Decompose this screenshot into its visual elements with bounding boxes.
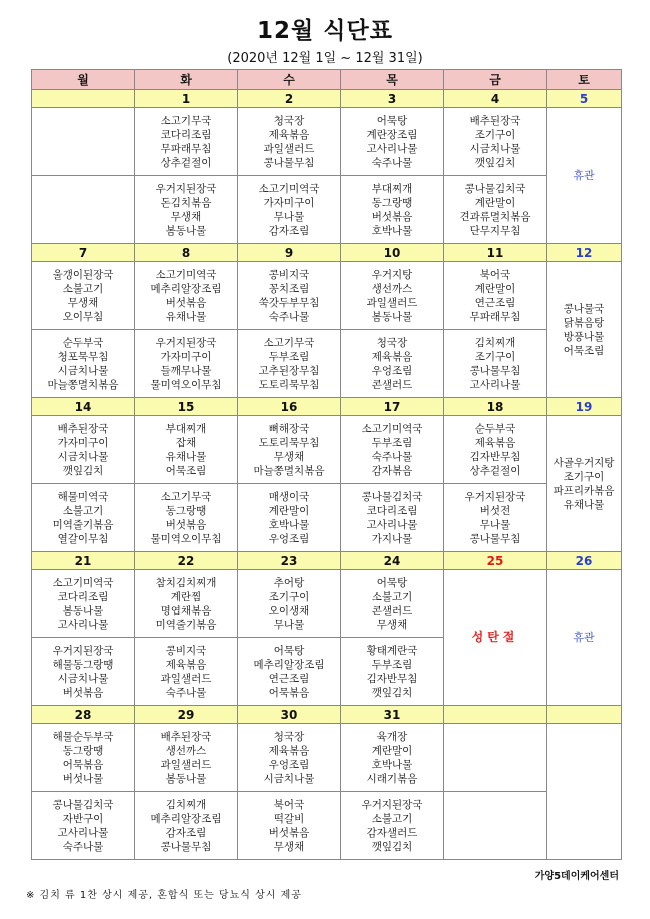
menu-item: 봄동나물: [165, 772, 207, 785]
menu-cell: [444, 724, 547, 792]
date-cell: 11: [444, 244, 547, 262]
menu-item: 우엉조림: [268, 758, 310, 771]
menu-item: 무생채: [67, 296, 99, 309]
menu-cell: [341, 638, 444, 706]
menu-item: 콩나물김치국: [52, 798, 114, 811]
date-cell: 25: [444, 552, 547, 570]
menu-item: 우거지된장국: [464, 490, 526, 503]
saturday-cell: [547, 416, 622, 552]
date-cell: 15: [135, 398, 238, 416]
menu-item: 무생채: [376, 618, 408, 631]
date-cell: 9: [238, 244, 341, 262]
date-cell: 22: [135, 552, 238, 570]
menu-item: 어묵볶음: [268, 686, 310, 699]
saturday-item: 방풍나물: [563, 330, 605, 343]
menu-item: 콩나물무침: [263, 156, 315, 169]
menu-item: 깻잎김치: [371, 686, 413, 699]
menu-item: 두부조림: [371, 436, 413, 449]
date-cell: 1: [135, 90, 238, 108]
menu-cell: [32, 792, 135, 860]
lunch-row: [32, 262, 622, 330]
menu-item: 고사리나물: [57, 618, 109, 631]
menu-item: 배추된장국: [160, 730, 212, 743]
menu-item: 생선까스: [371, 282, 413, 295]
menu-cell: [238, 484, 341, 552]
menu-item: 버섯볶음: [268, 826, 310, 839]
menu-item: 미역줄기볶음: [52, 518, 114, 531]
menu-item: 제육볶음: [474, 436, 516, 449]
menu-cell: [238, 330, 341, 398]
saturday-cell: [547, 724, 622, 860]
menu-item: 우거지탕: [371, 268, 413, 281]
menu-cell: [238, 724, 341, 792]
date-row: [32, 552, 622, 570]
menu-item: 호박나물: [268, 518, 310, 531]
menu-cell: [238, 570, 341, 638]
weekday-fri: 금: [444, 70, 547, 90]
menu-cell: [444, 330, 547, 398]
menu-item: 콘샐러드: [371, 378, 413, 391]
menu-item: 청포묵무침: [57, 350, 109, 363]
menu-cell: [135, 792, 238, 860]
menu-cell: [135, 416, 238, 484]
menu-item: 계란장조림: [366, 128, 418, 141]
menu-item: 제육볶음: [268, 744, 310, 757]
menu-item: 어묵탕: [376, 114, 408, 127]
menu-cell: [32, 262, 135, 330]
menu-item: 단무지무침: [469, 224, 521, 237]
menu-cell: [238, 262, 341, 330]
menu-item: 과일샐러드: [160, 758, 212, 771]
date-range: (2020년 12월 1일 ~ 12월 31일): [227, 51, 423, 66]
menu-item: 깻잎김치: [62, 464, 104, 477]
footnote: ※ 김치 류 1찬 상시 제공, 혼합식 또는 당뇨식 상시 제공: [26, 890, 302, 901]
menu-item: 들깨무나물: [160, 364, 212, 377]
menu-item: 조기구이: [474, 350, 516, 363]
menu-cell: [238, 638, 341, 706]
date-cell: [547, 706, 622, 724]
menu-item: 버섯전: [479, 504, 511, 517]
menu-item: 두부조림: [371, 658, 413, 671]
menu-item: 시래기볶음: [366, 772, 418, 785]
menu-item: 물미역오이무침: [150, 532, 222, 545]
date-cell: 29: [135, 706, 238, 724]
menu-item: 숙주나물: [165, 686, 207, 699]
menu-item: 도토리묵무침: [258, 378, 320, 391]
menu-item: 해물미역국: [57, 490, 109, 503]
date-cell: 17: [341, 398, 444, 416]
saturday-cell: [547, 262, 622, 398]
menu-cell: [135, 330, 238, 398]
menu-item: 콩나물김치국: [464, 182, 526, 195]
menu-item: 명엽채볶음: [160, 604, 212, 617]
menu-item: 소고기미역국: [258, 182, 320, 195]
menu-item: 뼈해장국: [268, 422, 310, 435]
menu-item: 청국장: [376, 336, 408, 349]
menu-item: 무파래무침: [160, 142, 212, 155]
menu-item: 시금치나물: [57, 364, 109, 377]
menu-item: 미역줄기볶음: [155, 618, 217, 631]
menu-item: 오이무침: [62, 310, 104, 323]
menu-item: 숙주나물: [62, 840, 104, 853]
menu-item: 김치찌개: [474, 336, 516, 349]
menu-cell: [444, 416, 547, 484]
menu-item: 고사리나물: [366, 518, 418, 531]
center-name: 가양5데이케어센터: [534, 871, 619, 882]
menu-item: 참치김치찌개: [155, 576, 217, 589]
weekday-thu: 목: [341, 70, 444, 90]
menu-item: 봄동나물: [62, 604, 104, 617]
menu-item: 오이생채: [268, 604, 310, 617]
menu-item: 고사리나물: [57, 826, 109, 839]
menu-item: 해물순두부국: [52, 730, 114, 743]
menu-item: 감자조림: [268, 224, 310, 237]
menu-item: 어묵볶음: [62, 758, 104, 771]
date-cell: 30: [238, 706, 341, 724]
date-cell: 7: [32, 244, 135, 262]
menu-item: 콘샐러드: [371, 604, 413, 617]
dinner-row: [32, 792, 622, 860]
date-row: [32, 244, 622, 262]
menu-item: 해물동그랑땡: [52, 658, 114, 671]
menu-cell: [341, 416, 444, 484]
menu-item: 고사리나물: [366, 142, 418, 155]
menu-item: 메추리알장조림: [150, 282, 222, 295]
menu-cell: [135, 262, 238, 330]
menu-item: 조기구이: [474, 128, 516, 141]
menu-item: 버섯볶음: [62, 686, 104, 699]
menu-item: 콩비지국: [268, 268, 310, 281]
menu-item: 계란찜: [170, 590, 202, 603]
date-row: [32, 90, 622, 108]
menu-cell: [238, 792, 341, 860]
date-cell: 14: [32, 398, 135, 416]
menu-item: 소고기무국: [160, 490, 212, 503]
menu-item: 견과류멸치볶음: [459, 210, 531, 223]
menu-item: 상추겉절이: [160, 156, 212, 169]
date-cell: 24: [341, 552, 444, 570]
menu-cell: [341, 570, 444, 638]
menu-item: 매생이국: [268, 490, 310, 503]
menu-item: 계란말이: [474, 282, 516, 295]
menu-item: 청국장: [273, 730, 305, 743]
menu-item: 계란말이: [268, 504, 310, 517]
menu-item: 우엉조림: [371, 364, 413, 377]
menu-item: 김치찌개: [165, 798, 207, 811]
date-cell: 2: [238, 90, 341, 108]
menu-cell: [341, 792, 444, 860]
menu-cell: [32, 176, 135, 244]
menu-item: 봄동나물: [165, 224, 207, 237]
menu-item: 우거지된장국: [155, 336, 217, 349]
weekday-wed: 수: [238, 70, 341, 90]
menu-cell: [341, 484, 444, 552]
saturday-item: 조기구이: [563, 470, 605, 483]
menu-item: 무생채: [273, 840, 305, 853]
menu-item: 유채나물: [165, 310, 207, 323]
date-row: [32, 398, 622, 416]
menu-item: 동그랑땡: [371, 196, 413, 209]
menu-item: 과일샐러드: [366, 296, 418, 309]
date-cell: 4: [444, 90, 547, 108]
menu-item: 계란말이: [474, 196, 516, 209]
menu-item: 조기구이: [268, 590, 310, 603]
menu-item: 메추리알장조림: [253, 658, 325, 671]
menu-cell: [444, 176, 547, 244]
menu-item: 제육볶음: [371, 350, 413, 363]
menu-item: 북어국: [479, 268, 511, 281]
menu-item: 꽁치조림: [268, 282, 310, 295]
menu-item: 우거지된장국: [361, 798, 423, 811]
menu-item: 무나물: [273, 618, 305, 631]
menu-item: 무생채: [273, 450, 305, 463]
menu-cell: [444, 262, 547, 330]
menu-item: 떡갈비: [273, 812, 305, 825]
lunch-row: [32, 724, 622, 792]
lunch-row: [32, 416, 622, 484]
date-cell: 5: [547, 90, 622, 108]
holiday-label: 성탄절: [471, 630, 519, 644]
date-cell: 26: [547, 552, 622, 570]
date-cell: 3: [341, 90, 444, 108]
menu-item: 우거지된장국: [155, 182, 217, 195]
menu-cell: [135, 484, 238, 552]
menu-item: 시금치나물: [57, 672, 109, 685]
weekday-sat: 토: [547, 70, 622, 90]
saturday-item: 휴관: [573, 168, 595, 182]
menu-item: 감자볶음: [371, 464, 413, 477]
menu-item: 김자반무침: [366, 672, 418, 685]
menu-item: 소고기미역국: [155, 268, 217, 281]
menu-item: 호박나물: [371, 758, 413, 771]
menu-item: 콩나물무침: [160, 840, 212, 853]
menu-item: 버섯볶음: [165, 296, 207, 309]
menu-item: 도토리묵무침: [258, 436, 320, 449]
lunch-row: [32, 570, 622, 638]
menu-item: 김자반무침: [469, 450, 521, 463]
menu-item: 울갱이된장국: [52, 268, 114, 281]
menu-item: 메추리알장조림: [150, 812, 222, 825]
menu-item: 시금치나물: [57, 450, 109, 463]
menu-item: 숙주나물: [371, 156, 413, 169]
menu-item: 버섯나물: [62, 772, 104, 785]
menu-item: 고추된장무침: [258, 364, 320, 377]
saturday-item: 콩나물국: [563, 302, 605, 315]
menu-item: 가지나물: [371, 532, 413, 545]
menu-cell: [32, 484, 135, 552]
menu-cell: [341, 724, 444, 792]
saturday-item: 사골우거지탕: [553, 456, 615, 469]
dinner-row: [32, 484, 622, 552]
menu-cell: [341, 330, 444, 398]
saturday-item: 닭볶음탕: [563, 316, 605, 329]
menu-item: 돈김치볶음: [160, 196, 212, 209]
saturday-cell: [547, 570, 622, 706]
saturday-item: 어묵조림: [563, 344, 605, 357]
menu-item: 숙주나물: [268, 310, 310, 323]
menu-item: 과일샐러드: [263, 142, 315, 155]
menu-item: 콩나물김치국: [361, 490, 423, 503]
saturday-item: 파프리카볶음: [553, 484, 615, 497]
dinner-row: [32, 176, 622, 244]
menu-item: 유채나물: [165, 450, 207, 463]
menu-item: 황태계란국: [366, 644, 418, 657]
menu-item: 콩비지국: [165, 644, 207, 657]
menu-item: 시금치나물: [469, 142, 521, 155]
menu-item: 콩나물무침: [469, 532, 521, 545]
menu-item: 코다리조림: [57, 590, 109, 603]
menu-item: 동그랑땡: [165, 504, 207, 517]
menu-item: 가자미구이: [263, 196, 315, 209]
date-cell: 18: [444, 398, 547, 416]
menu-item: 부대찌개: [371, 182, 413, 195]
menu-item: 잡채: [175, 436, 197, 449]
menu-item: 무나물: [479, 518, 511, 531]
menu-item: 소고기무국: [160, 114, 212, 127]
date-cell: [444, 706, 547, 724]
menu-item: 북어국: [273, 798, 305, 811]
menu-cell: [32, 570, 135, 638]
menu-item: 소불고기: [62, 504, 104, 517]
menu-item: 부대찌개: [165, 422, 207, 435]
menu-item: 어묵탕: [376, 576, 408, 589]
menu-item: 코다리조림: [160, 128, 212, 141]
menu-item: 청국장: [273, 114, 305, 127]
menu-item: 우거지된장국: [52, 644, 114, 657]
menu-item: 쑥갓두부무침: [258, 296, 320, 309]
menu-item: 육개장: [376, 730, 408, 743]
menu-item: 코다리조림: [366, 504, 418, 517]
menu-cell: [341, 108, 444, 176]
menu-item: 무나물: [273, 210, 305, 223]
menu-item: 우엉조림: [268, 532, 310, 545]
lunch-row: [32, 108, 622, 176]
menu-item: 무생채: [170, 210, 202, 223]
date-cell: [32, 90, 135, 108]
menu-cell: [135, 638, 238, 706]
menu-item: 어묵탕: [273, 644, 305, 657]
menu-item: 소불고기: [371, 812, 413, 825]
dinner-row: [32, 330, 622, 398]
menu-cell: [238, 416, 341, 484]
menu-item: 배추된장국: [57, 422, 109, 435]
date-cell: 19: [547, 398, 622, 416]
menu-item: 연근조림: [268, 672, 310, 685]
date-cell: 23: [238, 552, 341, 570]
menu-cell: [135, 176, 238, 244]
menu-item: 무파래무침: [469, 310, 521, 323]
menu-cell: [444, 792, 547, 860]
menu-cell: [32, 638, 135, 706]
menu-cell: [238, 176, 341, 244]
menu-item: 마늘쫑멸치볶음: [47, 378, 119, 391]
menu-item: 봄동나물: [371, 310, 413, 323]
weekday-mon: 월: [32, 70, 135, 90]
saturday-item: 휴관: [573, 630, 595, 644]
date-cell: 21: [32, 552, 135, 570]
saturday-item: 유채나물: [563, 498, 605, 511]
date-cell: 28: [32, 706, 135, 724]
menu-item: 열갈이무침: [57, 532, 109, 545]
menu-item: 호박나물: [371, 224, 413, 237]
menu-cell: [32, 416, 135, 484]
menu-item: 연근조림: [474, 296, 516, 309]
menu-item: 생선까스: [165, 744, 207, 757]
menu-item: 고사리나물: [469, 378, 521, 391]
menu-calendar: [31, 69, 622, 860]
date-cell: 10: [341, 244, 444, 262]
date-cell: 8: [135, 244, 238, 262]
menu-item: 소고기미역국: [361, 422, 423, 435]
menu-item: 상추겉절이: [469, 464, 521, 477]
menu-cell: [135, 108, 238, 176]
menu-item: 어묵조림: [165, 464, 207, 477]
menu-item: 계란말이: [371, 744, 413, 757]
menu-cell: [444, 484, 547, 552]
menu-item: 자반구이: [62, 812, 104, 825]
page-title: 12월 식단표: [257, 18, 393, 44]
menu-item: 깻잎김치: [371, 840, 413, 853]
menu-item: 버섯볶음: [371, 210, 413, 223]
menu-item: 콩나물무침: [469, 364, 521, 377]
menu-item: 과일샐러드: [160, 672, 212, 685]
date-cell: 16: [238, 398, 341, 416]
menu-item: 마늘쫑멸치볶음: [253, 464, 325, 477]
menu-cell: [32, 108, 135, 176]
menu-item: 소불고기: [62, 282, 104, 295]
menu-item: 두부조림: [268, 350, 310, 363]
menu-item: 동그랑땡: [62, 744, 104, 757]
menu-cell: [32, 724, 135, 792]
menu-item: 감자조림: [165, 826, 207, 839]
date-cell: 12: [547, 244, 622, 262]
menu-item: 제육볶음: [268, 128, 310, 141]
menu-cell: [32, 330, 135, 398]
menu-item: 가자미구이: [160, 350, 212, 363]
holiday-cell: [444, 570, 547, 706]
menu-cell: [341, 176, 444, 244]
menu-item: 순두부국: [62, 336, 104, 349]
menu-cell: [341, 262, 444, 330]
menu-item: 물미역오이무침: [150, 378, 222, 391]
menu-item: 가자미구이: [57, 436, 109, 449]
menu-item: 소고기무국: [263, 336, 315, 349]
menu-item: 소불고기: [371, 590, 413, 603]
menu-item: 버섯볶음: [165, 518, 207, 531]
menu-item: 제육볶음: [165, 658, 207, 671]
menu-item: 감자샐러드: [366, 826, 418, 839]
menu-item: 시금치나물: [263, 772, 315, 785]
menu-item: 순두부국: [474, 422, 516, 435]
menu-item: 깻잎김치: [474, 156, 516, 169]
saturday-cell: [547, 108, 622, 244]
menu-item: 추어탕: [273, 576, 305, 589]
menu-item: 소고기미역국: [52, 576, 114, 589]
menu-cell: [135, 724, 238, 792]
menu-cell: [444, 108, 547, 176]
menu-item: 배추된장국: [469, 114, 521, 127]
menu-item: 숙주나물: [371, 450, 413, 463]
date-row: [32, 706, 622, 724]
menu-cell: [238, 108, 341, 176]
menu-cell: [135, 570, 238, 638]
date-cell: 31: [341, 706, 444, 724]
weekday-tue: 화: [135, 70, 238, 90]
weekday-header-row: [32, 70, 622, 90]
